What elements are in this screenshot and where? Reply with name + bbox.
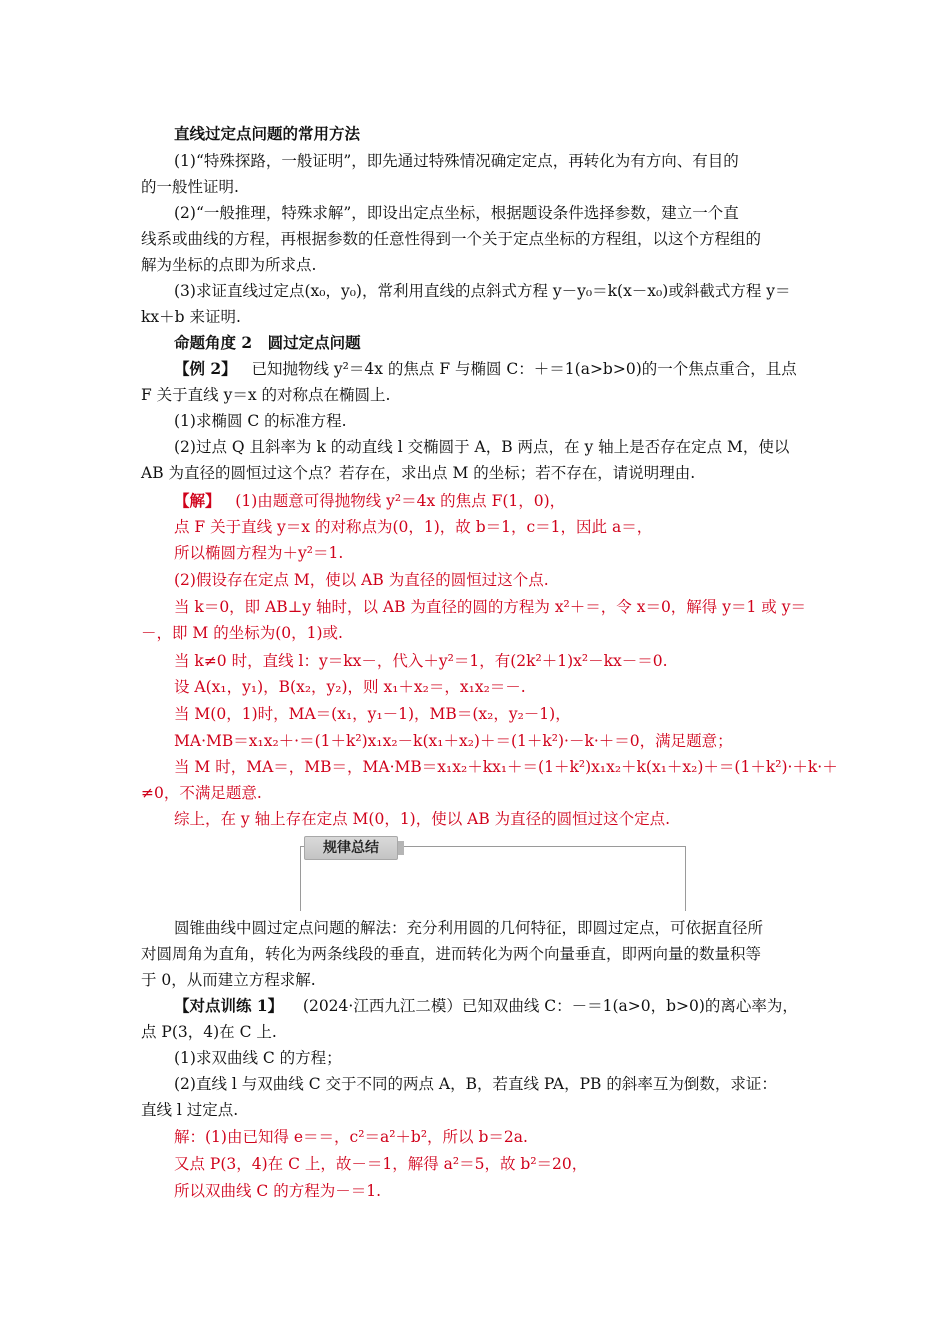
training1-q1: (1)求双曲线 C 的方程；	[174, 1049, 342, 1067]
solution2-line7: 当 k≠0 时，直线 l：y＝kx－，代入＋y²＝1，有(2k²＋1)x²－kx－＝0.	[174, 652, 668, 670]
example2-tag: 【例 2】	[174, 359, 237, 378]
example2-q1: (1)求椭圆 C 的标准方程.	[174, 412, 347, 430]
training1-answer-line1: 解：(1)由已知得 e＝＝，c²＝a²＋b²，所以 b＝2a.	[174, 1128, 528, 1146]
solution2-line9: 当 M(0，1)时，MA＝(x₁，y₁－1)，MB＝(x₂，y₂－1)，	[174, 705, 571, 723]
summary-label: 规律总结	[304, 836, 398, 860]
solution2-line6: －，即 M 的坐标为(0，1)或.	[141, 624, 343, 642]
training1-answer-line2: 又点 P(3，4)在 C 上，故－＝1，解得 a²＝5，故 b²＝20，	[174, 1155, 588, 1173]
methods-p3-line2: kx＋b 来证明.	[141, 308, 241, 326]
methods-p1-line1: (1)“特殊探路，一般证明”，即先通过特殊情况确定定点，再转化为有方向、有目的	[174, 152, 739, 170]
training1-q2-line1: (2)直线 l 与双曲线 C 交于不同的两点 A，B，若直线 PA，PB 的斜率互为倒数，求证：	[174, 1075, 777, 1093]
solution2-line12: ≠0，不满足题意.	[141, 784, 262, 802]
training1-tag: 【对点训练 1】	[174, 996, 284, 1015]
solution2-line13: 综上，在 y 轴上存在定点 M(0，1)，使以 AB 为直径的圆恒过这个定点.	[174, 810, 671, 828]
training1-q2-line2: 直线 l 过定点.	[141, 1101, 239, 1119]
solution2-line2: 点 F 关于直线 y＝x 的对称点为(0，1)，故 b＝1，c＝1，因此 a＝，	[174, 518, 653, 536]
methods-p2-line3: 解为坐标的点即为所求点.	[141, 256, 317, 274]
summary-line3: 于 0，从而建立方程求解.	[141, 971, 316, 989]
solution2-line3: 所以椭圆方程为＋y²＝1.	[174, 544, 344, 562]
training1-stem-line1	[174, 996, 798, 1016]
solution2-line5: 当 k＝0，即 AB⊥y 轴时，以 AB 为直径的圆的方程为 x²＋＝，令 x＝0，解得 y＝1 或 y＝	[174, 598, 806, 616]
example2-q2-line1: (2)过点 Q 且斜率为 k 的动直线 l 交椭圆于 A，B 两点，在 y 轴上是否存在定点 M，使以	[174, 438, 790, 456]
summary-line1: 圆锥曲线中圆过定点问题的解法：充分利用圆的几何特征，即圆过定点，可依据直径所	[174, 919, 764, 937]
angle2-title: 命题角度 2 圆过定点问题	[174, 333, 361, 352]
training1-answer-line3: 所以双曲线 C 的方程为－＝1.	[174, 1182, 382, 1200]
methods-p2-line2: 线系或曲线的方程，再根据参数的任意性得到一个关于定点坐标的方程组，以这个方程组的	[141, 230, 762, 248]
solution2-tag: 【解】	[174, 491, 221, 510]
solution2-line11: 当 M 时，MA＝，MB＝，MA·MB＝x₁x₂＋kx₁＋＝(1＋k²)x₁x₂＋k(x₁＋x₂)＋＝(1＋k²)·＋k·＋	[174, 758, 838, 776]
summary-line2: 对圆周角为直角，转化为两条线段的垂直，进而转化为两个向量垂直，即两向量的数量积等	[141, 945, 762, 963]
solution2-text: (1)由题意可得抛物线 y²＝4x 的焦点 F(1，0)，	[235, 492, 566, 510]
solution2-line8: 设 A(x₁，y₁)，B(x₂，y₂)，则 x₁＋x₂＝，x₁x₂＝－.	[174, 678, 526, 696]
example2-stem-line2: F 关于直线 y＝x 的对称点在椭圆上.	[141, 386, 391, 404]
training1-stem-line2: 点 P(3，4)在 C 上.	[141, 1023, 277, 1041]
training1-stem-text: (2024·江西九江二模）已知双曲线 C：－＝1(a>0，b>0)的离心率为，	[302, 997, 798, 1015]
example2-stem-line1	[174, 359, 797, 379]
solution2-line1	[174, 491, 565, 511]
methods-title: 直线过定点问题的常用方法	[174, 124, 361, 143]
solution2-line4: (2)假设存在定点 M，使以 AB 为直径的圆恒过这个点.	[174, 571, 549, 589]
example2-stem-text: 已知抛物线 y²＝4x 的焦点 F 与椭圆 C：＋＝1(a>b>0)的一个焦点重合，且点	[251, 360, 797, 378]
methods-p2-line1: (2)“一般推理，特殊求解”，即设出定点坐标，根据题设条件选择参数，建立一个直	[174, 204, 739, 222]
example2-q2-line2: AB 为直径的圆恒过这个点？若存在，求出点 M 的坐标；若不存在，请说明理由.	[141, 464, 696, 482]
methods-p3-line1: (3)求证直线过定点(x₀，y₀)，常利用直线的点斜式方程 y－y₀＝k(x－x₀)或斜截式方程 y＝	[174, 282, 791, 300]
solution2-line10: MA·MB＝x₁x₂＋·＝(1＋k²)x₁x₂－k(x₁＋x₂)＋＝(1＋k²)·－k·＋＝0，满足题意；	[174, 732, 733, 750]
methods-p1-line2: 的一般性证明.	[141, 178, 239, 196]
